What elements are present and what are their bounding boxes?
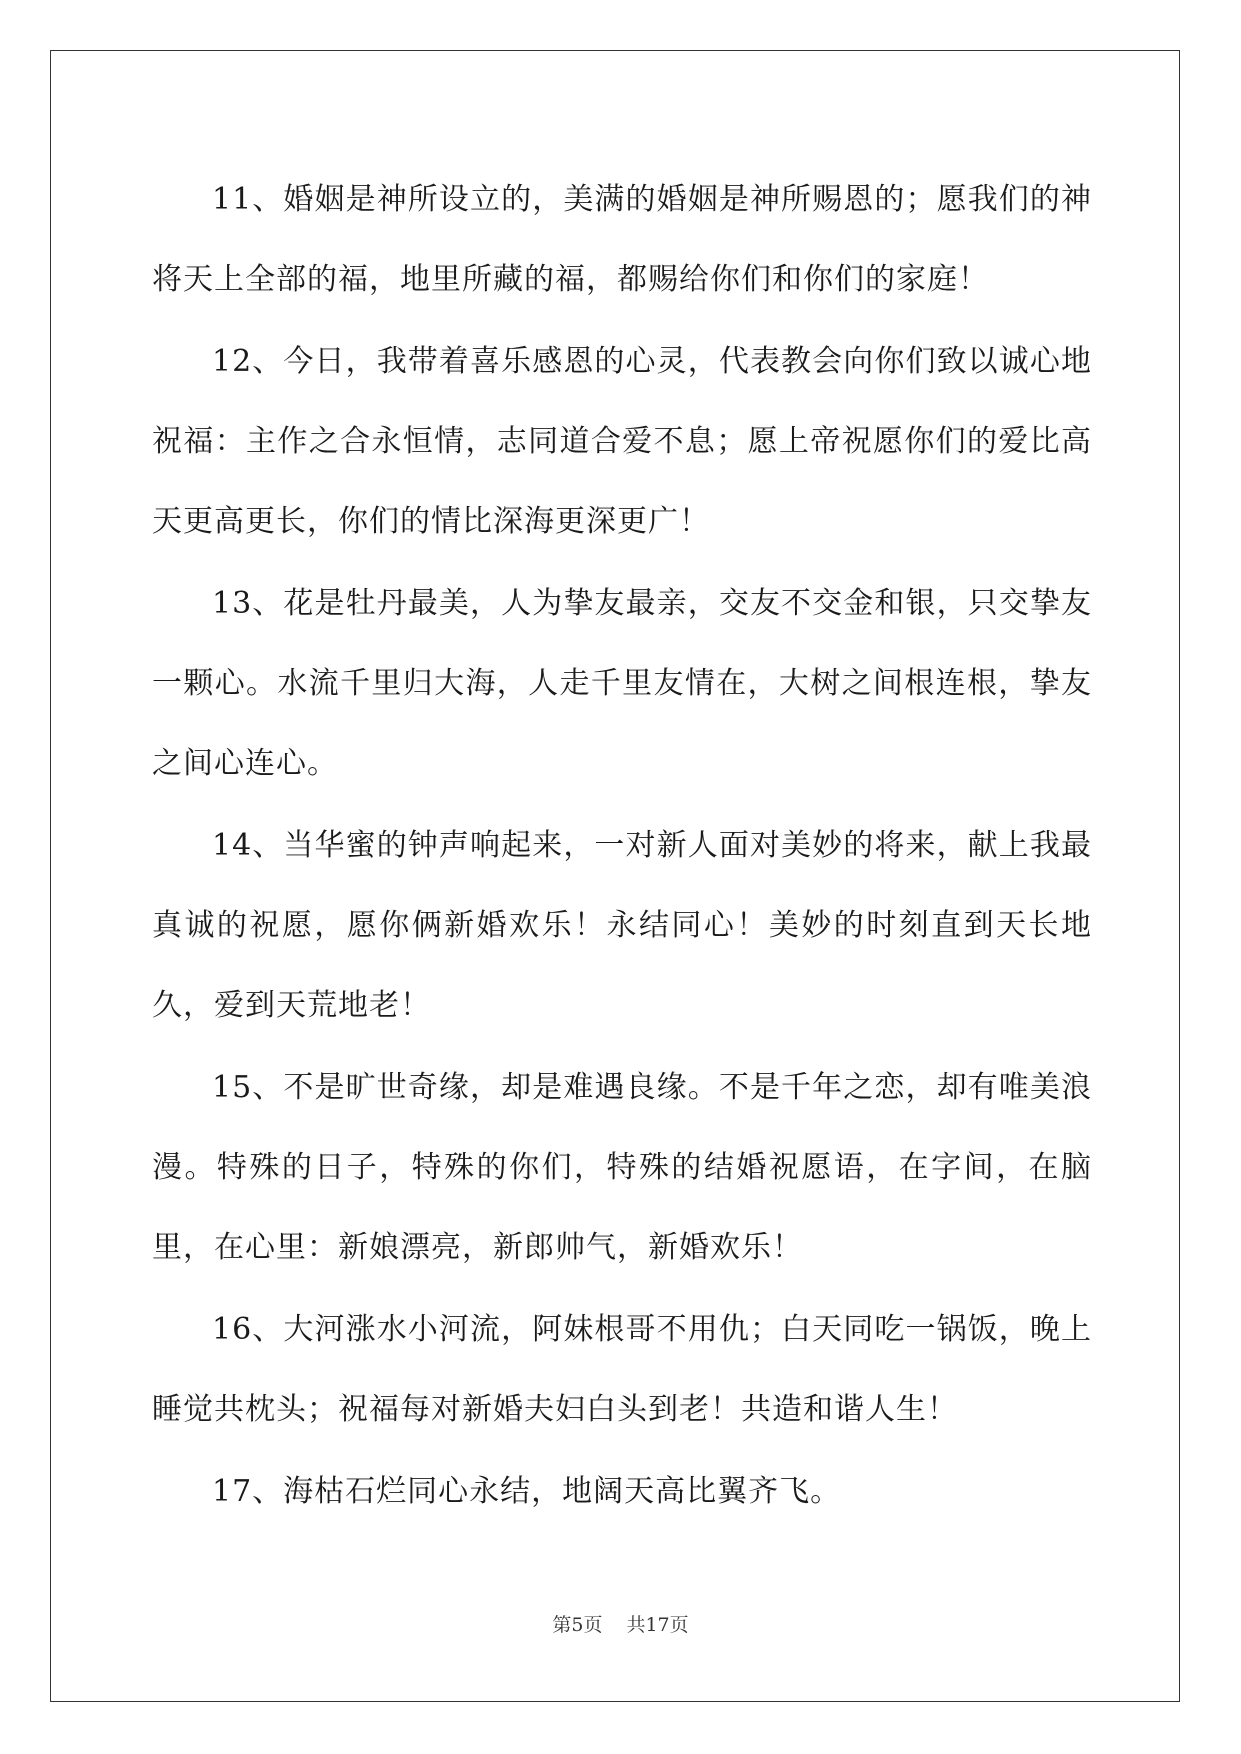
page-total: 共17页: [626, 1614, 689, 1636]
paragraph-11: 11、婚姻是神所设立的，美满的婚姻是神所赐恩的；愿我们的神将天上全部的福，地里所藏的福，都赐给你们和你们的家庭！: [152, 182, 1092, 297]
page-number: 第5页: [552, 1614, 603, 1636]
paragraph-13: 13、花是牡丹最美，人为挚友最亲，交友不交金和银，只交挚友一颗心。水流千里归大海，人走千里友情在，大树之间根连根，挚友之间心连心。: [152, 586, 1092, 781]
paragraph-17: 17、海枯石烂同心永结，地阔天高比翼齐飞。: [212, 1474, 842, 1509]
paragraph-15: 15、不是旷世奇缘，却是难遇良缘。不是千年之恋，却有唯美浪漫。特殊的日子，特殊的你们，特殊的结婚祝愿语，在字间，在脑里，在心里：新娘漂亮，新郎帅气，新婚欢乐！: [152, 1070, 1092, 1265]
document-body: [152, 160, 1092, 1534]
paragraph-16: 16、大河涨水小河流，阿妹根哥不用仇；白天同吃一锅饭，晚上睡觉共枕头；祝福每对新婚夫妇白头到老！共造和谐人生！: [152, 1312, 1092, 1427]
page-footer: [0, 1610, 1241, 1637]
paragraph-14: 14、当华蜜的钟声响起来，一对新人面对美妙的将来，献上我最真诚的祝愿，愿你俩新婚欢乐！永结同心！美妙的时刻直到天长地久，爱到天荒地老！: [152, 828, 1092, 1023]
paragraph-12: 12、今日，我带着喜乐感恩的心灵，代表教会向你们致以诚心地祝福：主作之合永恒情，志同道合爱不息；愿上帝祝愿你们的爱比高天更高更长，你们的情比深海更深更广！: [152, 344, 1092, 539]
